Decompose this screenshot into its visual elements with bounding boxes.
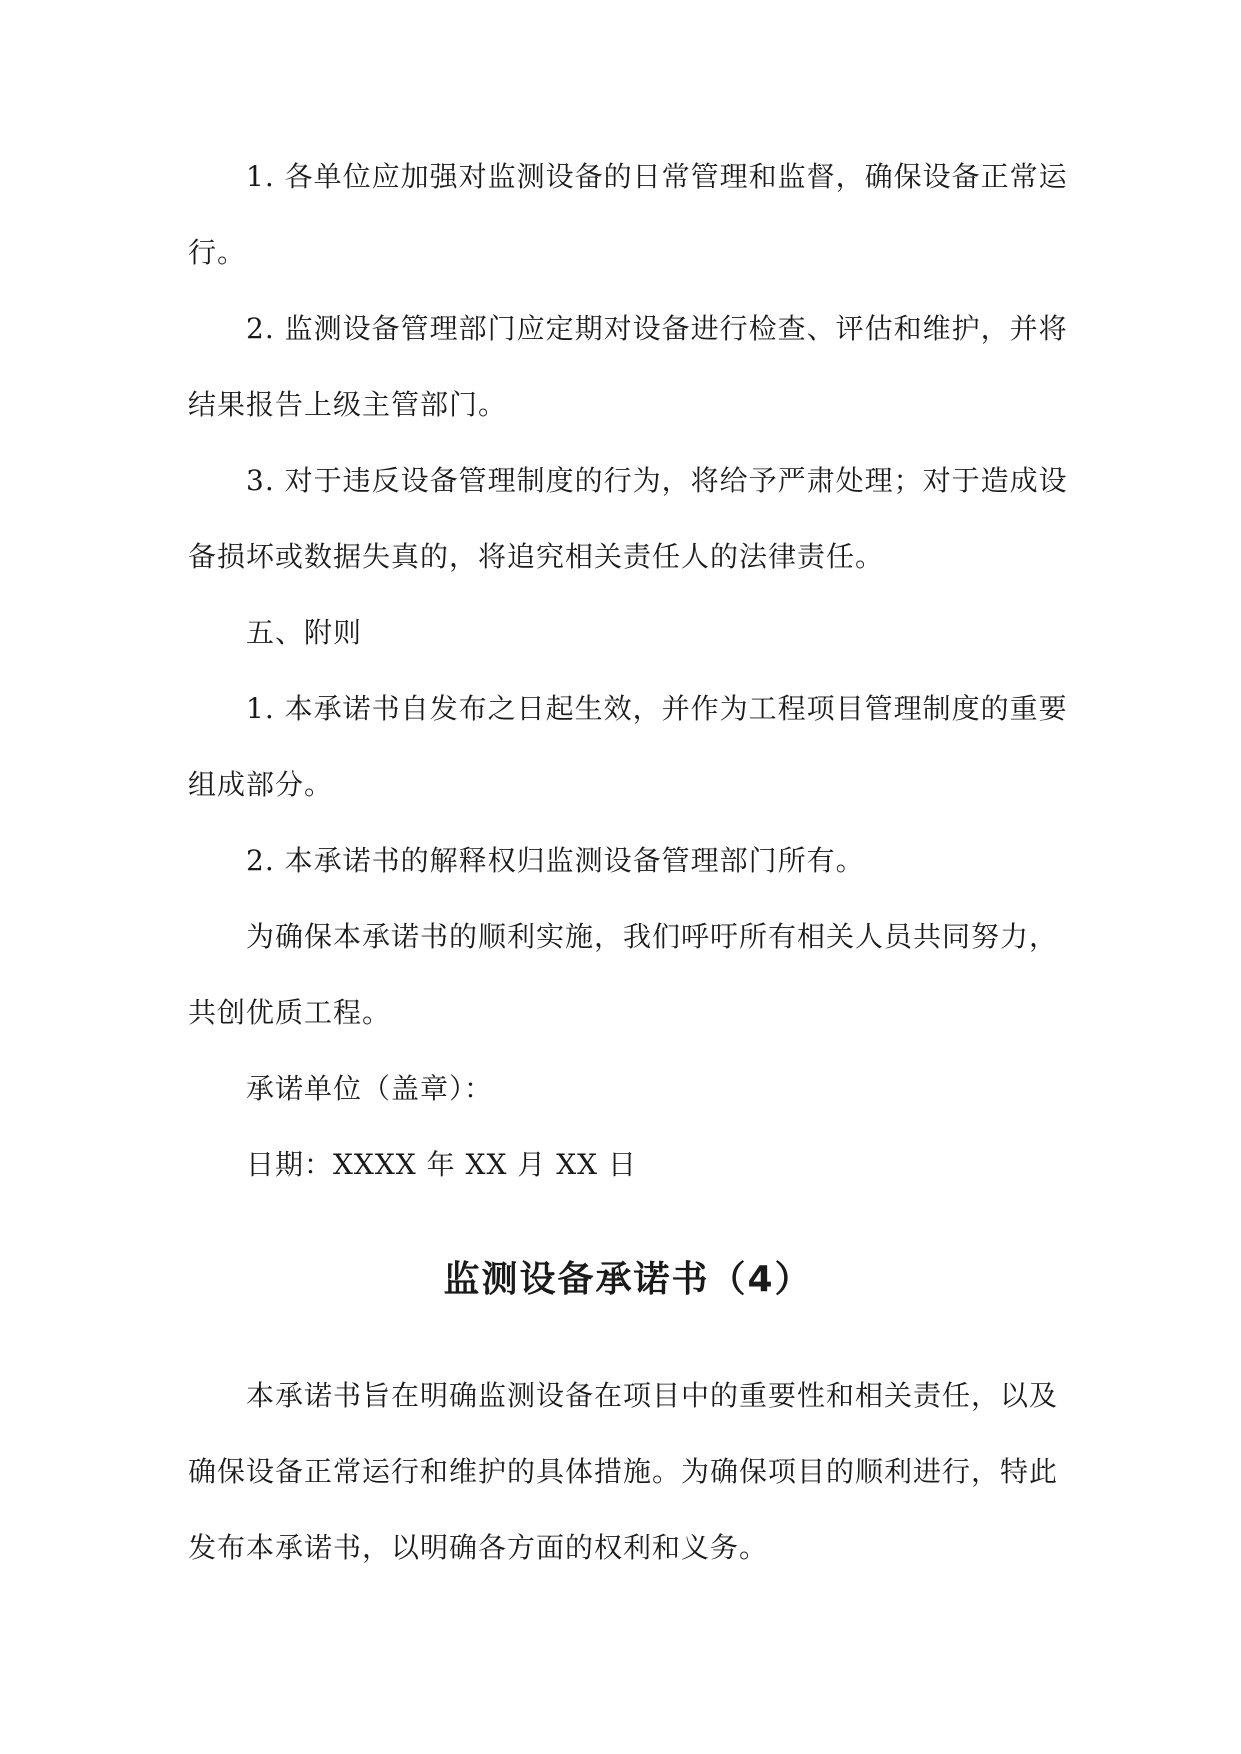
- signature-unit: 承诺单位（盖章）：: [246, 1072, 494, 1105]
- list-item: 3. 对于违反设备管理制度的行为，将给予严肃处理；对于造成设备损坏或数据失真的，将追究相关责任人的法律责任。: [188, 464, 1068, 573]
- list-item: 2. 监测设备管理部门应定期对设备进行检查、评估和维护，并将结果报告上级主管部门。: [188, 312, 1068, 421]
- section-heading: 五、附则: [246, 616, 363, 649]
- document-body: [188, 139, 1068, 1586]
- intro-section: [188, 1358, 1068, 1586]
- signature-date: 日期：XXXX 年 XX 月 XX 日: [246, 1148, 637, 1181]
- list-item: 2. 本承诺书的解释权归监测设备管理部门所有。: [246, 844, 865, 877]
- closing-paragraph: 为确保本承诺书的顺利实施，我们呼吁所有相关人员共同努力，共创优质工程。: [188, 920, 1059, 1029]
- intro-paragraph: 本承诺书旨在明确监测设备在项目中的重要性和相关责任，以及确保设备正常运行和维护的具体措施。为确保项目的顺利进行，特此发布本承诺书，以明确各方面的权利和义务。: [188, 1379, 1059, 1564]
- list-item: 1. 各单位应加强对监测设备的日常管理和监督，确保设备正常运行。: [188, 160, 1068, 269]
- document-title: 监测设备承诺书（4）: [443, 1259, 813, 1300]
- list-item: 1. 本承诺书自发布之日起生效，并作为工程项目管理制度的重要组成部分。: [188, 692, 1068, 801]
